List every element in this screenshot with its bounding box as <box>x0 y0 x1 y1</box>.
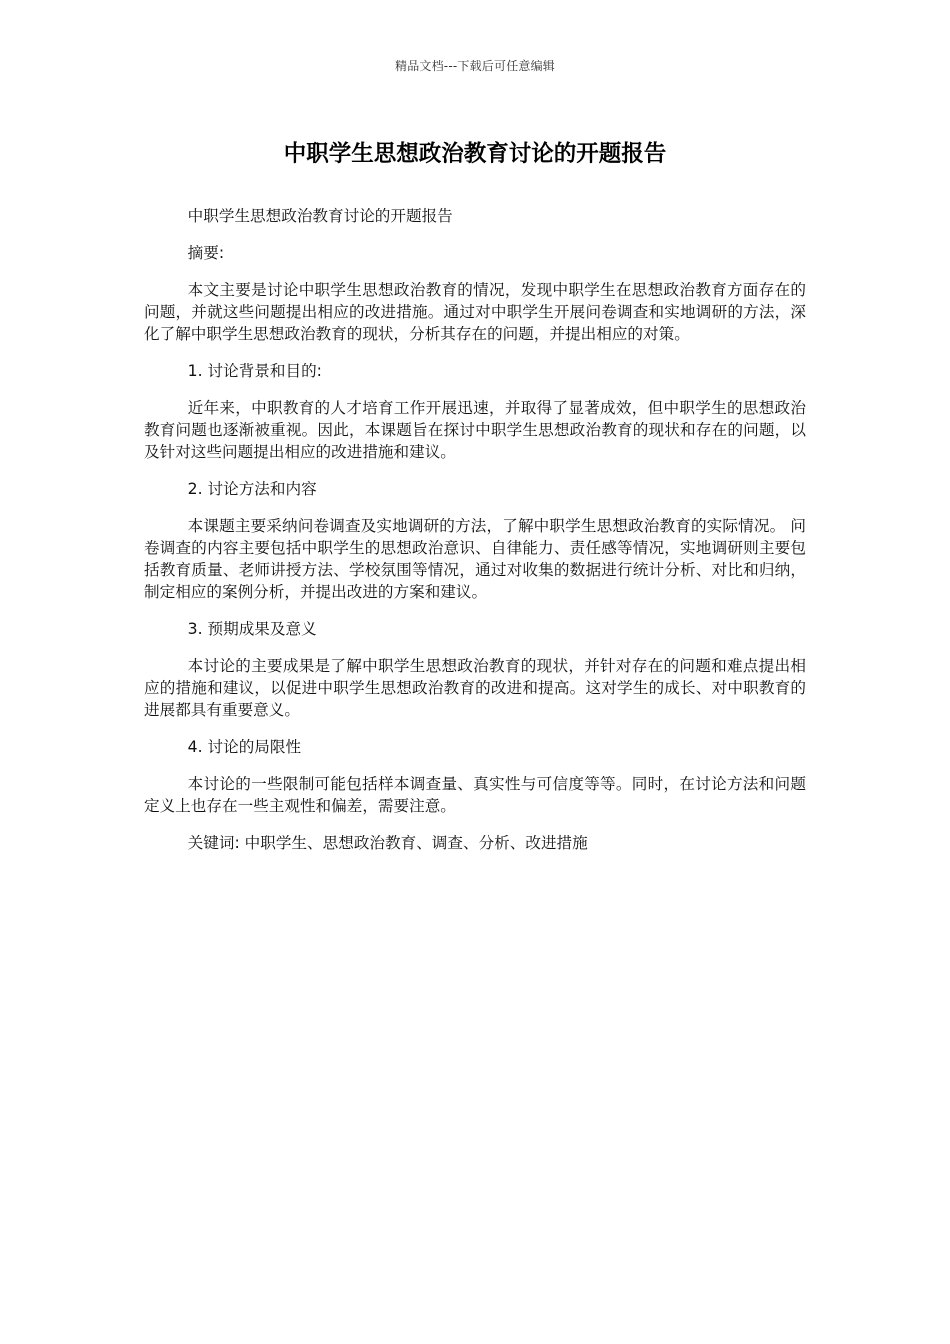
keywords-paragraph: 关键词: 中职学生、思想政治教育、调查、分析、改进措施 <box>187 834 588 852</box>
background-paragraph: 近年来，中职教育的人才培育工作开展迅速，并取得了显著成效，但中职学生的思想政治教育问题也逐渐被重视。因此，本课题旨在探讨中职学生思想政治教育的现状和存在的问题，以及针对这些问题提出相应的改进措施和建议。 <box>144 399 806 461</box>
results-paragraph: 本讨论的主要成果是了解中职学生思想政治教育的现状，并针对存在的问题和难点提出相应的措施和建议，以促进中职学生思想政治教育的改进和提高。这对学生的成长、对中职教育的进展都具有重要意义。 <box>144 657 806 719</box>
methods-paragraph: 本课题主要采纳问卷调查及实地调研的方法，了解中职学生思想政治教育的实际情况。 问卷调查的内容主要包括中职学生的思想政治意识、自律能力、责任感等情况，实地调研则主要包括教育质量、老师讲授方法、学校氛围等情况，通过对收集的数据进行统计分析、对比和归纳，制定相应的案例分析，并提出改进的方案和建议。 <box>144 517 806 601</box>
abstract-label: 摘要: <box>187 244 225 262</box>
subtitle-paragraph: 中职学生思想政治教育讨论的开题报告 <box>187 207 453 225</box>
document-title: 中职学生思想政治教育讨论的开题报告 <box>283 141 667 167</box>
section-heading-methods: 2. 讨论方法和内容 <box>187 480 317 498</box>
section-heading-limitations: 4. 讨论的局限性 <box>187 738 302 756</box>
limitations-paragraph: 本讨论的一些限制可能包括样本调查量、真实性与可信度等等。同时，在讨论方法和问题定义上也存在一些主观性和偏差，需要注意。 <box>144 775 806 815</box>
document-body <box>144 205 806 869</box>
section-heading-background: 1. 讨论背景和目的: <box>187 362 322 380</box>
abstract-paragraph: 本文主要是讨论中职学生思想政治教育的情况，发现中职学生在思想政治教育方面存在的问题，并就这些问题提出相应的改进措施。通过对中职学生开展问卷调查和实地调研的方法，深化了解中职学生思想政治教育的现状，分析其存在的问题，并提出相应的对策。 <box>144 281 806 343</box>
header-note: 精品文档---下载后可任意编辑 <box>395 59 555 73</box>
section-heading-results: 3. 预期成果及意义 <box>187 620 317 638</box>
